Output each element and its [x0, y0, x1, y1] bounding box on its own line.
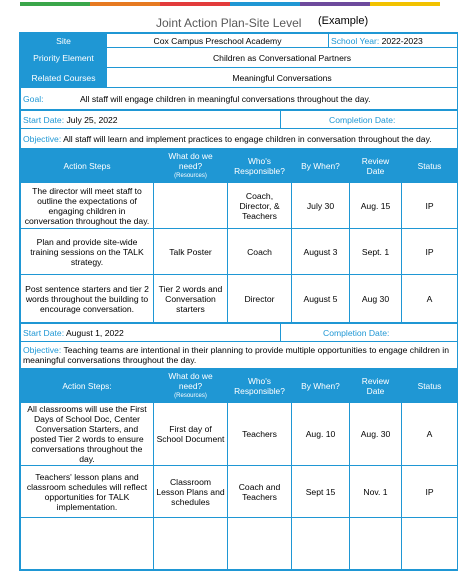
when-cell: Aug. 10	[292, 403, 350, 466]
step-cell: Plan and provide site-wide training sessions on the TALK strategy.	[21, 229, 154, 275]
plan2-objective-label: Objective:	[23, 345, 62, 355]
plan1-objective-cell	[21, 129, 458, 149]
plan1-header-need	[154, 150, 228, 183]
plan1-objective-label: Objective:	[23, 133, 62, 144]
plan2-start-label: Start Date:	[23, 327, 65, 338]
plan1-start-label: Start Date:	[23, 114, 65, 125]
courses-label: Related Courses	[21, 68, 107, 88]
plan1-objective-value: All staff will learn and implement practices to engage children in conversation throughout the day.	[63, 133, 432, 144]
plan2-steps-table	[20, 369, 458, 570]
status-cell: IP	[402, 183, 458, 229]
plan2-header-need	[154, 370, 228, 403]
school-year-label: School Year:	[331, 35, 380, 46]
stripe-yellow	[370, 2, 440, 6]
review-cell: Nov. 1	[350, 466, 402, 518]
who-cell: Coach, Director, & Teachers	[228, 183, 292, 229]
plan2-objective-value: Teaching teams are intentional in their planning to provide multiple opportunities to engage children in meaningful conversations throughout the day.	[23, 345, 449, 365]
plan1-steps-table	[20, 149, 458, 323]
plan1-header-need-text: What do we need?	[168, 151, 213, 171]
step-cell: All classrooms will use the First Days of School Doc, Center Conversation Starters, and posted Tier 2 words to ensure conversations throughout the day.	[21, 403, 154, 466]
school-year-cell	[329, 34, 458, 48]
need-cell: First day of School Document	[154, 403, 228, 466]
empty-cell	[228, 518, 292, 570]
plan1-header-who: Who's Responsible?	[228, 150, 292, 183]
status-cell: IP	[402, 466, 458, 518]
plan1-completion-label: Completion Date:	[329, 114, 396, 125]
info-table	[20, 33, 458, 110]
plan2-completion-cell	[281, 324, 458, 342]
empty-cell	[154, 518, 228, 570]
plan2-header-row	[21, 370, 458, 403]
plan1-header-when: By When?	[292, 150, 350, 183]
table-row	[21, 275, 458, 323]
when-cell: Sept 15	[292, 466, 350, 518]
empty-cell	[21, 518, 154, 570]
plan1-meta	[20, 110, 458, 149]
table-row	[21, 183, 458, 229]
plan1-header-review: Review Date	[350, 150, 402, 183]
stripe-red	[160, 2, 230, 6]
plan2-objective-cell	[21, 342, 458, 369]
plan1-header-steps: Action Steps	[21, 150, 154, 183]
plan2-header-status: Status	[402, 370, 458, 403]
need-cell: Tier 2 words and Conversation starters	[154, 275, 228, 323]
plan1-header-status: Status	[402, 150, 458, 183]
who-cell: Director	[228, 275, 292, 323]
goal-cell	[21, 88, 458, 110]
plan2-meta	[20, 323, 458, 369]
plan1-completion-cell	[281, 111, 458, 129]
plan2-header-steps: Action Steps:	[21, 370, 154, 403]
plan1-header-need-small: (Resources)	[174, 173, 207, 179]
plan2-header-when: By When?	[292, 370, 350, 403]
courses-value: Meaningful Conversations	[107, 68, 458, 88]
when-cell: August 5	[292, 275, 350, 323]
plan1-start-cell	[21, 111, 281, 129]
stripe-orange	[90, 2, 160, 6]
need-cell: Classroom Lesson Plans and schedules	[154, 466, 228, 518]
stripe-green	[20, 2, 90, 6]
plan2-start-cell	[21, 324, 281, 342]
plan2-header-need-small: (Resources)	[174, 393, 207, 399]
priority-value: Children as Conversational Partners	[107, 48, 458, 68]
table-row	[21, 466, 458, 518]
table-row	[21, 403, 458, 466]
need-cell	[154, 183, 228, 229]
when-cell: July 30	[292, 183, 350, 229]
empty-cell	[292, 518, 350, 570]
status-cell: A	[402, 403, 458, 466]
plan2-start-value: August 1, 2022	[66, 327, 124, 338]
title-row	[0, 16, 474, 32]
review-cell: Sept. 1	[350, 229, 402, 275]
step-cell: Teachers' lesson plans and classroom schedules will reflect opportunities for TALK implementation.	[21, 466, 154, 518]
step-cell: The director will meet staff to outline the expectations of engaging children in conversation throughout the day.	[21, 183, 154, 229]
who-cell: Teachers	[228, 403, 292, 466]
plan1-start-value: July 25, 2022	[66, 114, 118, 125]
review-cell: Aug 30	[350, 275, 402, 323]
when-cell: August 3	[292, 229, 350, 275]
plan2-header-review: Review Date	[350, 370, 402, 403]
plan2-header-who: Who's Responsible?	[228, 370, 292, 403]
action-plan-sheet	[19, 32, 458, 571]
stripe-blue	[230, 2, 300, 6]
table-row	[21, 229, 458, 275]
plan2-completion-label: Completion Date:	[323, 327, 390, 338]
example-label: (Example)	[318, 15, 369, 27]
empty-cell	[402, 518, 458, 570]
step-cell: Post sentence starters and tier 2 words throughout the building to encourage conversation.	[21, 275, 154, 323]
stripe-purple	[300, 2, 370, 6]
plan2-header-need-text: What do we need?	[168, 371, 213, 391]
review-cell: Aug. 15	[350, 183, 402, 229]
site-value: Cox Campus Preschool Academy	[107, 34, 329, 48]
status-cell: IP	[402, 229, 458, 275]
site-label: Site	[21, 34, 107, 48]
priority-label: Priority Element	[21, 48, 107, 68]
goal-value: All staff will engage children in meaningful conversations throughout the day.	[79, 93, 371, 104]
empty-cell	[350, 518, 402, 570]
status-cell: A	[402, 275, 458, 323]
table-row-empty	[21, 518, 458, 570]
school-year-value: 2022-2023	[381, 35, 423, 46]
color-stripes	[20, 2, 440, 6]
who-cell: Coach and Teachers	[228, 466, 292, 518]
plan1-header-row	[21, 150, 458, 183]
goal-label: Goal:	[23, 93, 44, 104]
review-cell: Aug. 30	[350, 403, 402, 466]
who-cell: Coach	[228, 229, 292, 275]
need-cell: Talk Poster	[154, 229, 228, 275]
page-title: Joint Action Plan-Site Level	[156, 16, 302, 30]
